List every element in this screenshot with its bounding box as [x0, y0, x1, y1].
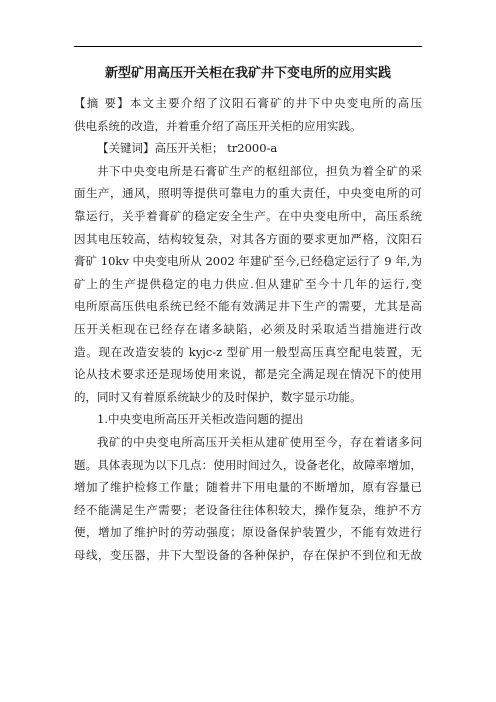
- document-title: 新型矿用高压开关柜在我矿井下变电所的应用实践: [104, 66, 391, 81]
- paragraph-line: 的，同时又有着原系统缺少的及时保护，数字显示功能。: [74, 389, 362, 404]
- paragraph-line: 压开关柜现在已经存在诸多缺陷，必须及时采取适当措施进行改: [74, 321, 422, 336]
- section-heading: 1.中央变电所高压开关柜改造问题的提出: [97, 412, 304, 427]
- paragraph-line: 母线，变压器，井下大型设备的各种保护，存在保护不到位和无故: [74, 547, 422, 562]
- paragraph-line: 面生产，通风，照明等提供可靠电力的重大责任，中央变电所的可: [74, 186, 422, 201]
- paragraph-line: 因其电压较高，结构较复杂，对其各方面的要求更加严格，汶阳石: [74, 231, 422, 246]
- paragraph-line: 论从技术要求还是现场使用来说，都是完全满足现在情况下的使用: [74, 367, 422, 382]
- paragraph-line: 造。现在改造安装的 kyjc-z 型矿用一般型高压真空配电装置，无: [74, 344, 422, 359]
- document-body: [74, 92, 422, 566]
- paragraph-line: 我矿的中央变电所高压开关柜从建矿使用至今，存在着诸多问: [97, 434, 422, 449]
- abstract-line: 供电系统的改造，并着重介绍了高压开关柜的应用实践。: [74, 118, 362, 133]
- paragraph-line: 增加了维护检修工作量；随着井下用电量的不断增加，原有容量已: [74, 480, 422, 495]
- header-rule: [74, 46, 422, 47]
- paragraph-line: 井下中央变电所是石膏矿生产的枢纽部位，担负为着全矿的采: [97, 163, 422, 178]
- abstract-line: 【摘 要】本文主要介绍了汶阳石膏矿的井下中央变电所的高压: [74, 96, 422, 110]
- paragraph-line: 靠运行，关乎着膏矿的稳定安全生产。在中央变电所中，高压系统: [74, 208, 422, 223]
- paragraph-line: 电所原高压供电系统已经不能有效满足井下生产的需要，尤其是高: [74, 299, 422, 314]
- paragraph-line: 膏矿 10kv 中央变电所从 2002 年建矿至今,已经稳定运行了 9 年,为: [74, 254, 422, 269]
- keywords-line: 【关键词】高压开关柜； tr2000-a: [97, 141, 278, 156]
- paragraph-line: 便，增加了维护时的劳动强度；原设备保护装置少，不能有效进行: [74, 525, 422, 540]
- paragraph-line: 经不能满足生产需要；老设备往往体积较大，操作复杂，维护不方: [74, 502, 422, 517]
- paragraph-line: 题。具体表现为以下几点：使用时间过久，设备老化，故障率增加，: [74, 457, 422, 472]
- paragraph-line: 矿上的生产提供稳定的电力供应.但从建矿至今十几年的运行,变: [74, 276, 422, 291]
